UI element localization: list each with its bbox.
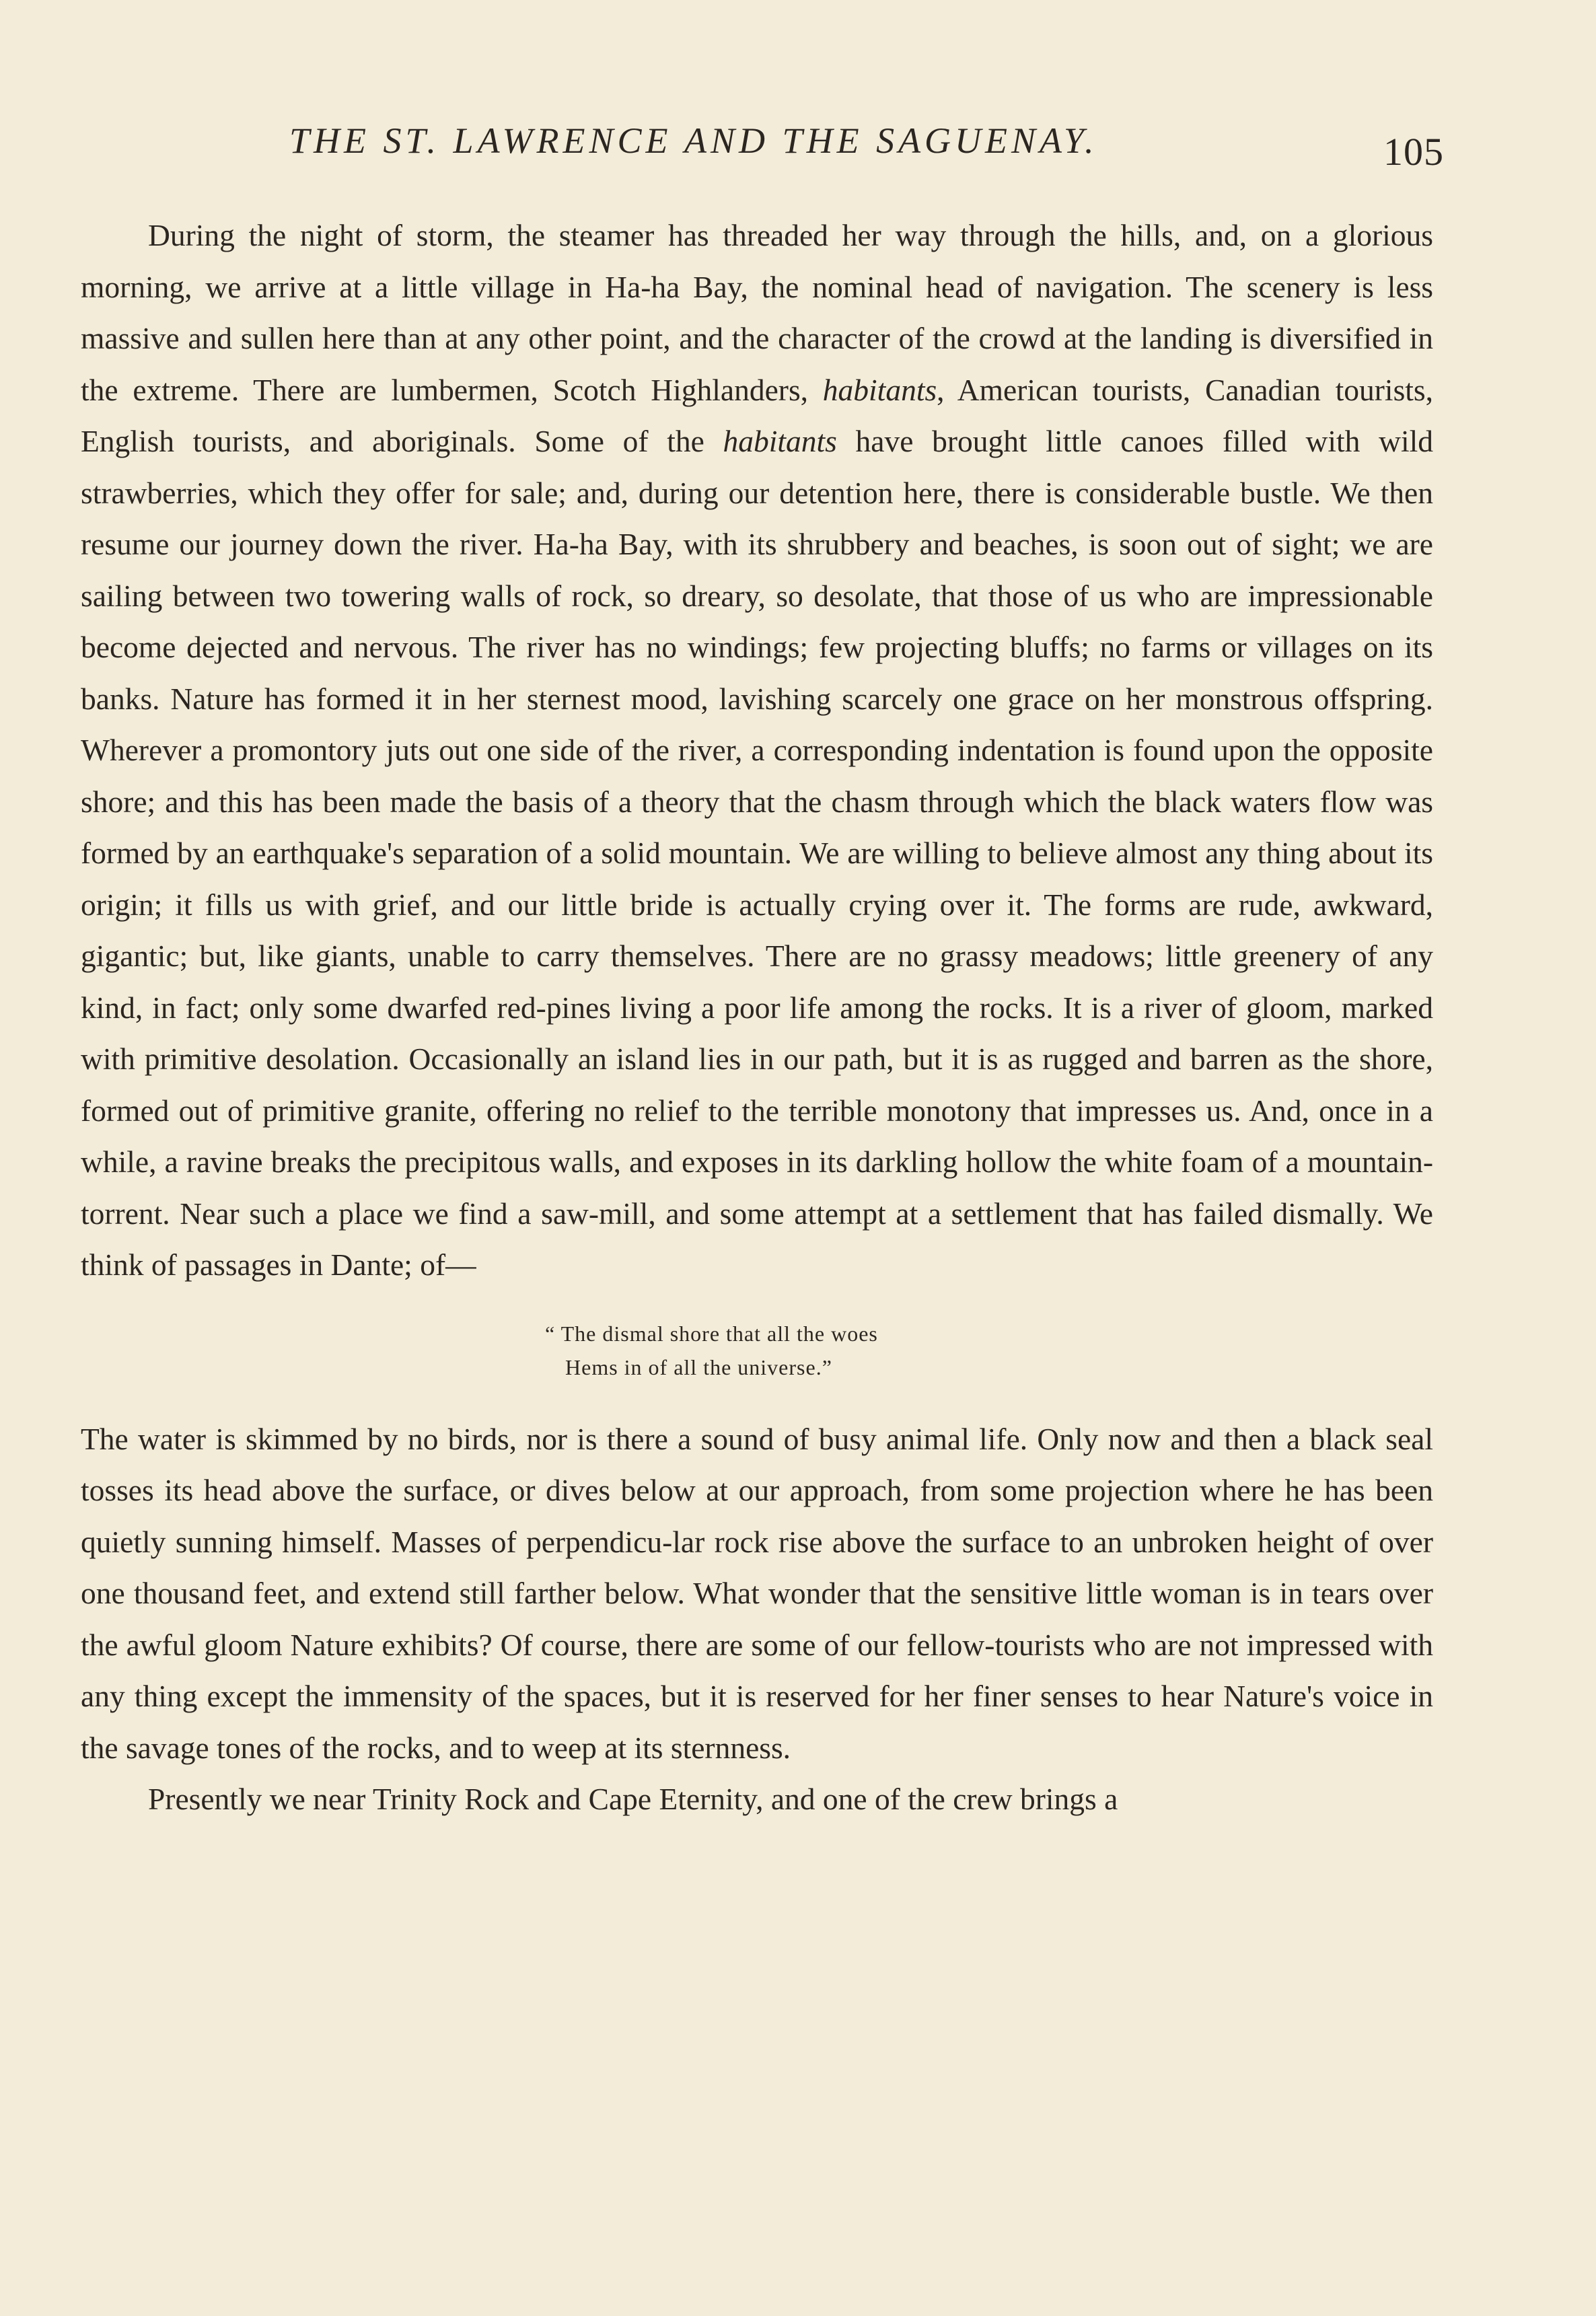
quote-line-1: “ The dismal shore that all the woes [545,1321,878,1346]
paragraph-1-part-c: have brought little canoes filled with wild strawberries, which they offer for sale; and, during our detention here, there is considerable bustle. We then resume our journey down the river. Ha-ha Bay, with its shrubbery and beaches, is soon out of sight; we are sailing between two towering walls of rock, so dreary, so desolate, that those of us who are impressionable become dejected and nervous. The river has no windings; few projecting bluffs; no farms or villages on its banks. Nature has formed it in her sternest mood, lavishing scarcely one grace on her monstrous offspring. Wherever a promontory juts out one side of the river, a corresponding indentation is found upon the opposite shore; and this has been made the basis of a theory that the chasm through which the black waters flow was formed by an earthquake's separation of a solid mountain. We are willing to believe almost any thing about its origin; it fills us with grief, and our little bride is actually crying over it. The forms are rude, awkward, gigantic; but, like giants, unable to carry themselves. There are no grassy meadows; little greenery of any kind, in fact; only some dwarfed red-pines living a poor life among the rocks. It is a river of gloom, marked with primitive desolation. Occasionally an island lies in our path, but it is as rugged and barren as the shore, formed out of primitive granite, offering no relief to the terrible monotony that impresses us. And, once in a while, a ravine breaks the precipitous walls, and exposes in its darkling hollow the white foam of a mountain-torrent. Near such a place we find a saw-mill, and some attempt at a settlement that has failed dismally. We think of passages in Dante; of— [81,424,1433,1282]
paragraph-2: The water is skimmed by no birds, nor is there a sound of busy animal life. Only now and then a black seal tosses its head above the surface, or dives below at our approach, from some projection where he has been quietly sunning himself. Masses of perpendicu-lar rock rise above the surface to an unbroken height of over one thousand feet, and extend still farther below. What wonder that the sensitive little woman is in tears over the awful gloom Nature exhibits? Of course, there are some of our fellow-tourists who are not impressed with any thing except the immensity of the spaces, but it is reserved for her finer senses to hear Nature's voice in the savage tones of the rocks, and to weep at its sternness. [81,1421,1433,1765]
paragraph-1-part-a: During the night of storm, the steamer has threaded her way through the hills, and, on a glorious morning, we arrive at a little village in Ha-ha Bay, the nominal head of navigation. The scenery is less massive and sullen here than at any other point, and the character of the crowd at the landing is diversified in the extreme. There are lumbermen, Scotch Highlanders, [81,218,1433,407]
paragraph-3: Presently we near Trinity Rock and Cape Eternity, and one of the crew brings a [148,1782,1118,1816]
italic-habitants-1: habitants [822,372,937,407]
paragraph-1 [81,210,1433,1291]
italic-habitants-2: habitants [723,424,837,458]
paragraph-1-part-b: , American tourists, Canadian tourists, English tourists, and aboriginals. Some of the [81,372,1433,458]
body-text [81,210,1433,1825]
block-quote [81,1317,1433,1384]
page-number: 105 [1383,130,1444,174]
quote-line-2: Hems in of all the universe.” [565,1354,832,1379]
running-title: THE ST. LAWRENCE AND THE SAGUENAY. [289,120,1098,161]
